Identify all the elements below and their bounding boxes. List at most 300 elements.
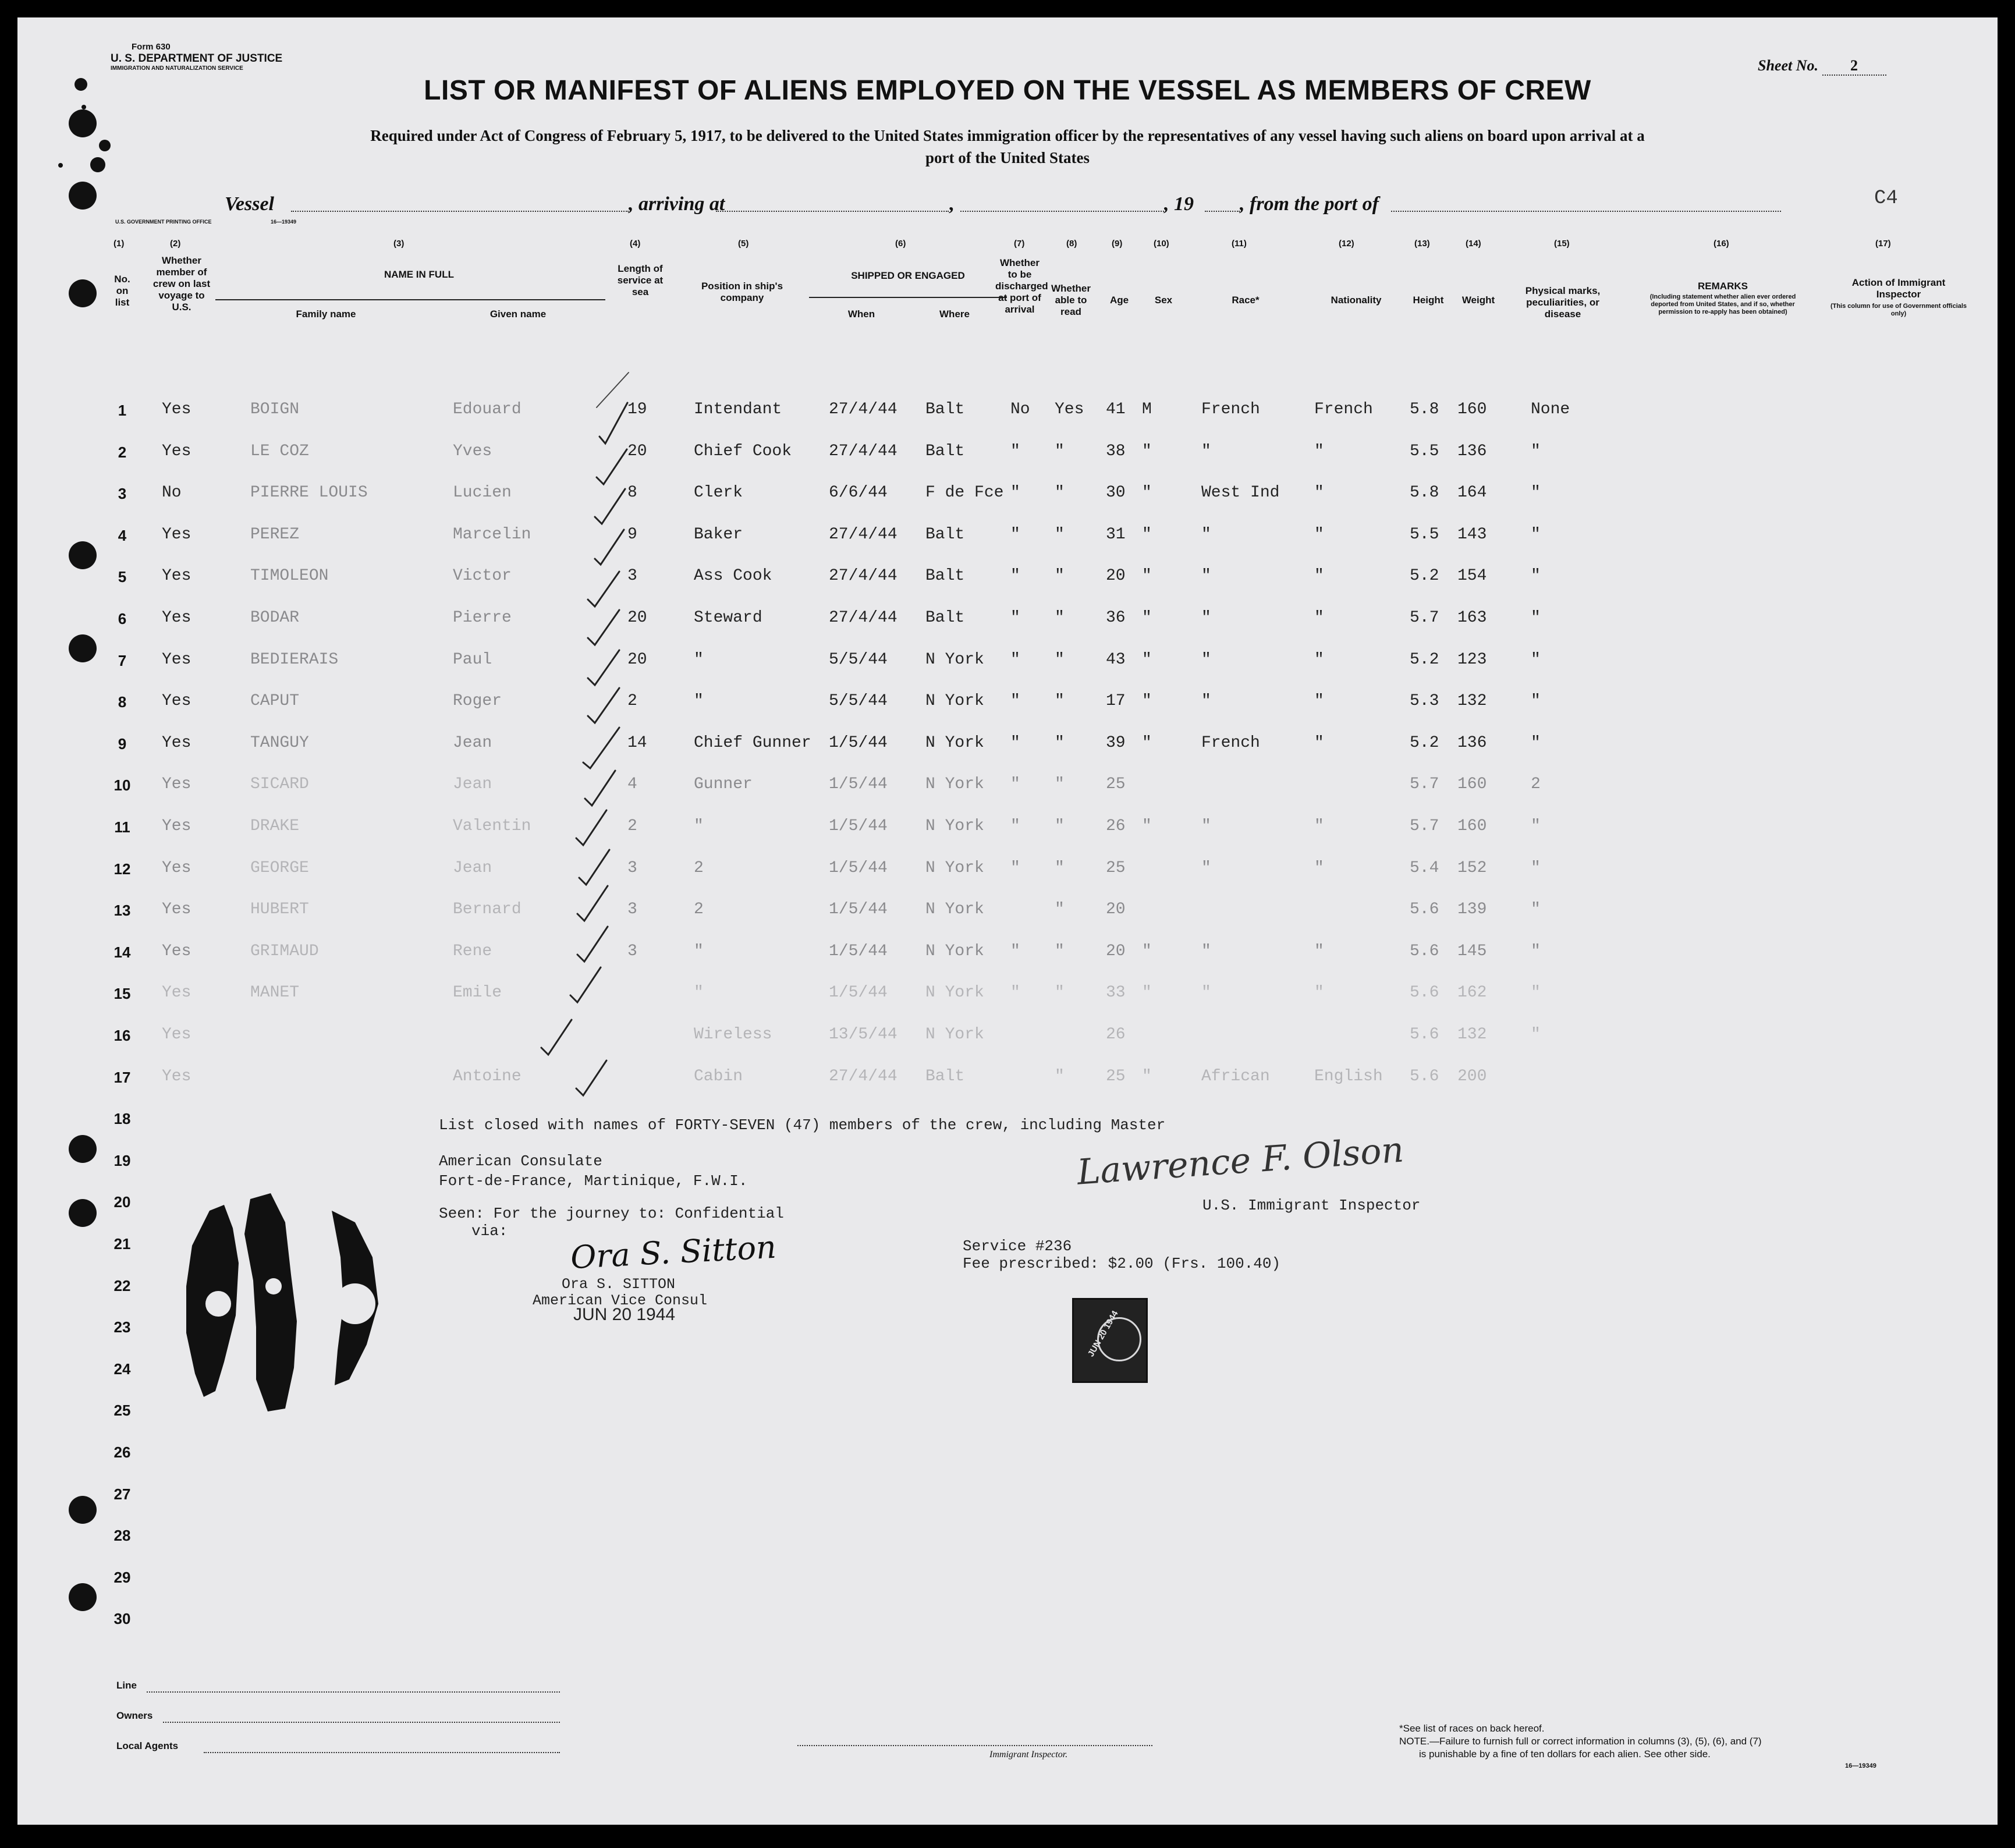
service-length-cell: 20 [627, 442, 647, 460]
race-cell: " [1201, 692, 1211, 710]
race-cell: " [1201, 526, 1211, 544]
year-label: , 19 [1164, 193, 1194, 215]
row-number: 16 [113, 1027, 131, 1044]
binder-hole [69, 182, 97, 210]
form-title: LIST OR MANIFEST OF ALIENS EMPLOYED ON THE VESSEL AS MEMBERS OF CREW [424, 75, 1591, 106]
age-cell: 25 [1106, 1067, 1126, 1086]
shipped-where-cell: F de Fce [925, 484, 1004, 502]
nationality-cell: " [1314, 734, 1324, 752]
physical-marks-cell: " [1531, 609, 1541, 627]
row-number: 18 [113, 1110, 131, 1127]
shipped-where-cell: Balt [925, 526, 965, 544]
able-to-read-cell: " [1055, 609, 1065, 627]
family-name-cell: CAPUT [250, 692, 300, 710]
able-to-read-cell: " [1055, 900, 1065, 918]
crew-last-voyage-cell: Yes [162, 651, 191, 669]
row-number: 5 [118, 568, 127, 586]
family-name-cell: DRAKE [250, 817, 300, 835]
col-num-14: (14) [1466, 239, 1481, 249]
port-label: , from the port of [1240, 193, 1379, 215]
check-marks [530, 361, 704, 1118]
crew-last-voyage-cell: Yes [162, 775, 191, 793]
footer-line-field [147, 1691, 560, 1693]
family-name-cell: PEREZ [250, 526, 300, 544]
given-name-cell: Jean [453, 775, 492, 793]
nationality-cell: " [1314, 692, 1324, 710]
col-header-where: Where [939, 308, 970, 320]
race-cell: " [1201, 567, 1211, 585]
crew-last-voyage-cell: Yes [162, 567, 191, 585]
print-code: 16—19349 [271, 219, 297, 225]
row-number: 28 [113, 1527, 131, 1544]
discharged-cell: " [1010, 609, 1020, 627]
shipped-when-cell: 27/4/44 [829, 526, 897, 544]
footer-code: 16—19349 [1845, 1762, 1876, 1769]
row-number: 6 [118, 610, 127, 627]
col-num-9: (9) [1112, 239, 1123, 249]
age-cell: 26 [1106, 1026, 1126, 1044]
row-number: 25 [113, 1402, 131, 1419]
physical-marks-cell: " [1531, 526, 1541, 544]
position-cell: Cabin [694, 1067, 743, 1086]
race-cell: " [1201, 651, 1211, 669]
discharged-cell: " [1010, 775, 1020, 793]
nationality-cell: " [1314, 609, 1324, 627]
position-cell: Ass Cook [694, 567, 772, 585]
fee-prescribed: Fee prescribed: $2.00 (Frs. 100.40) [963, 1255, 1281, 1272]
family-name-cell: BOIGN [250, 400, 300, 418]
age-cell: 17 [1106, 692, 1126, 710]
sheet-number [1758, 57, 1886, 76]
age-cell: 38 [1106, 442, 1126, 460]
discharged-cell: " [1010, 734, 1020, 752]
sex-cell: " [1142, 942, 1152, 960]
crew-last-voyage-cell: Yes [162, 942, 191, 960]
weight-cell: 136 [1457, 734, 1487, 752]
binder-hole [69, 1496, 97, 1524]
crew-last-voyage-cell: Yes [162, 692, 191, 710]
sex-cell: " [1142, 526, 1152, 544]
fee-stamp-image [1072, 1298, 1148, 1383]
age-cell: 20 [1106, 900, 1126, 918]
family-name-cell: GRIMAUD [250, 942, 319, 960]
height-cell: 5.4 [1410, 859, 1439, 877]
sex-cell: " [1142, 442, 1152, 460]
able-to-read-cell: " [1055, 526, 1065, 544]
col-header-length: Length of service at sea [617, 263, 664, 297]
col-header-remarks: REMARKS [1698, 281, 1748, 292]
footer-agents-field [204, 1752, 560, 1753]
stamp-date: JUN 20 1944 [1085, 1308, 1120, 1359]
year-field [1205, 211, 1240, 212]
position-cell: " [694, 651, 704, 669]
able-to-read-cell: " [1055, 859, 1065, 877]
col-header-family: Family name [296, 308, 356, 320]
col-header-position: Position in ship's company [701, 281, 783, 303]
given-name-cell: Valentin [453, 817, 531, 835]
able-to-read-cell: " [1055, 942, 1065, 960]
crew-last-voyage-cell: Yes [162, 1067, 191, 1086]
sex-cell: " [1142, 734, 1152, 752]
discharged-cell: " [1010, 567, 1020, 585]
weight-cell: 163 [1457, 609, 1487, 627]
shipped-when-cell: 1/5/44 [829, 859, 888, 877]
consular-seal-image [169, 1187, 425, 1420]
binder-hole [69, 1135, 97, 1163]
weight-cell: 143 [1457, 526, 1487, 544]
service-length-cell: 20 [627, 651, 647, 669]
sheet-value: 2 [1822, 57, 1886, 76]
service-length-cell: 3 [627, 942, 637, 960]
position-cell: Wireless [694, 1026, 772, 1044]
height-cell: 5.7 [1410, 817, 1439, 835]
form-number: Form 630 [132, 42, 171, 52]
col-num-6: (6) [895, 239, 906, 249]
weight-cell: 160 [1457, 775, 1487, 793]
family-name-cell: MANET [250, 984, 300, 1002]
age-cell: 41 [1106, 400, 1126, 418]
position-cell: 2 [694, 900, 704, 918]
physical-marks-cell: " [1531, 859, 1541, 877]
sheet-label: Sheet No. [1758, 57, 1818, 74]
service-length-cell: 8 [627, 484, 637, 502]
seen-line: Seen: For the journey to: Confidential [439, 1205, 784, 1222]
service-number: Service #236 [963, 1237, 1072, 1255]
height-cell: 5.2 [1410, 651, 1439, 669]
form-subtitle-2: port of the United States [925, 149, 1090, 166]
row-number: 8 [118, 693, 127, 711]
nationality-cell: " [1314, 526, 1324, 544]
weight-cell: 160 [1457, 817, 1487, 835]
given-name-cell: Edouard [453, 400, 522, 418]
given-name-cell: Emile [453, 984, 502, 1002]
race-cell: " [1201, 942, 1211, 960]
crew-last-voyage-cell: Yes [162, 526, 191, 544]
race-cell: " [1201, 984, 1211, 1002]
nationality-cell: " [1314, 942, 1324, 960]
shipped-where-cell: Balt [925, 567, 965, 585]
shipped-when-cell: 1/5/44 [829, 900, 888, 918]
family-name-cell: BODAR [250, 609, 300, 627]
row-number: 7 [118, 652, 127, 669]
row-number: 19 [113, 1152, 131, 1169]
row-number: 11 [114, 818, 130, 836]
shipped-where-cell: Balt [925, 442, 965, 460]
family-name-cell: BEDIERAIS [250, 651, 339, 669]
col-num-11: (11) [1232, 239, 1247, 249]
height-cell: 5.6 [1410, 1026, 1439, 1044]
physical-marks-cell: " [1531, 817, 1541, 835]
arriving-field [716, 211, 949, 212]
nationality-cell: English [1314, 1067, 1383, 1086]
service-length-cell: 14 [627, 734, 647, 752]
age-cell: 39 [1106, 734, 1126, 752]
row-number: 26 [113, 1443, 131, 1461]
binder-hole [69, 1199, 97, 1227]
shipped-where-cell: Balt [925, 400, 965, 418]
weight-cell: 136 [1457, 442, 1487, 460]
position-cell: " [694, 984, 704, 1002]
col-header-age: Age [1109, 295, 1129, 306]
position-cell: Chief Cook [694, 442, 792, 460]
family-name-cell: GEORGE [250, 859, 309, 877]
service-length-cell: 19 [627, 400, 647, 418]
col-num-2: (2) [170, 239, 181, 249]
shipped-when-cell: 27/4/44 [829, 609, 897, 627]
shipped-where-cell: N York [925, 651, 984, 669]
shipped-where-cell: N York [925, 1026, 984, 1044]
height-cell: 5.2 [1410, 734, 1439, 752]
given-name-cell: Marcelin [453, 526, 531, 544]
row-number: 20 [113, 1193, 131, 1211]
col-header-read: Whether able to read [1051, 283, 1091, 317]
sex-cell: " [1142, 484, 1152, 502]
col-num-12: (12) [1339, 239, 1354, 249]
service-length-cell: 2 [627, 817, 637, 835]
weight-cell: 164 [1457, 484, 1487, 502]
row-number: 12 [113, 860, 131, 878]
nationality-cell: French [1314, 400, 1373, 418]
weight-cell: 123 [1457, 651, 1487, 669]
shipped-where-cell: N York [925, 692, 984, 710]
able-to-read-cell: " [1055, 692, 1065, 710]
col-header-name: NAME IN FULL [384, 269, 454, 280]
crew-last-voyage-cell: Yes [162, 900, 191, 918]
col-num-7: (7) [1014, 239, 1025, 249]
footer-note-1: *See list of races on back hereof. [1399, 1723, 1545, 1734]
given-name-cell: Jean [453, 734, 492, 752]
shipped-when-cell: 27/4/44 [829, 567, 897, 585]
arriving-label: , arriving at [629, 193, 725, 215]
col-num-17: (17) [1875, 239, 1891, 249]
age-cell: 20 [1106, 567, 1126, 585]
inspector-title: U.S. Immigrant Inspector [1202, 1197, 1421, 1214]
consulate-line-1: American Consulate [439, 1152, 602, 1170]
row-number: 21 [113, 1235, 131, 1253]
col-num-10: (10) [1154, 239, 1169, 249]
nationality-cell: " [1314, 984, 1324, 1002]
weight-cell: 160 [1457, 400, 1487, 418]
position-cell: Gunner [694, 775, 753, 793]
remarks-note: (Including statement whether alien ever ordered deported from United States, and if so, whether permission to re-apply has been obtained) [1649, 293, 1796, 315]
age-cell: 31 [1106, 526, 1126, 544]
shipped-when-cell: 5/5/44 [829, 692, 888, 710]
col-header-height: Height [1413, 295, 1444, 306]
race-cell: French [1201, 400, 1260, 418]
shipped-when-cell: 27/4/44 [829, 442, 897, 460]
sex-cell: " [1142, 1067, 1152, 1086]
col-num-15: (15) [1554, 239, 1570, 249]
given-name-cell: Rene [453, 942, 492, 960]
height-cell: 5.5 [1410, 442, 1439, 460]
race-cell: " [1201, 859, 1211, 877]
age-cell: 36 [1106, 609, 1126, 627]
able-to-read-cell: " [1055, 984, 1065, 1002]
footer-owners-label: Owners [116, 1710, 153, 1721]
physical-marks-cell: None [1531, 400, 1570, 418]
shipped-when-cell: 1/5/44 [829, 734, 888, 752]
age-cell: 33 [1106, 984, 1126, 1002]
sex-cell: " [1142, 984, 1152, 1002]
able-to-read-cell: " [1055, 1067, 1065, 1086]
shipped-where-cell: Balt [925, 609, 965, 627]
family-name-cell: SICARD [250, 775, 309, 793]
sex-cell: " [1142, 651, 1152, 669]
row-number: 30 [113, 1610, 131, 1627]
discharged-cell: " [1010, 442, 1020, 460]
vessel-label: Vessel [225, 193, 274, 215]
footer-line-label: Line [116, 1680, 137, 1691]
consul-name: Ora S. SITTON [562, 1276, 676, 1293]
shipped-where-cell: Balt [925, 1067, 965, 1086]
weight-cell: 200 [1457, 1067, 1487, 1086]
physical-marks-cell: " [1531, 1026, 1541, 1044]
physical-marks-cell: " [1531, 567, 1541, 585]
service-length-cell: 3 [627, 859, 637, 877]
height-cell: 5.8 [1410, 484, 1439, 502]
shipped-when-cell: 27/4/44 [829, 1067, 897, 1086]
family-name-cell: TANGUY [250, 734, 309, 752]
discharged-cell: No [1010, 400, 1030, 418]
nationality-cell: " [1314, 442, 1324, 460]
weight-cell: 154 [1457, 567, 1487, 585]
position-cell: Chief Gunner [694, 734, 811, 752]
weight-cell: 139 [1457, 900, 1487, 918]
shipped-when-cell: 13/5/44 [829, 1026, 897, 1044]
sex-cell: " [1142, 567, 1152, 585]
col-num-1: (1) [113, 239, 125, 249]
inspector-signature: Lawrence F. Olson [1076, 1129, 1406, 1193]
shipped-where-cell: N York [925, 817, 984, 835]
row-number: 9 [118, 735, 127, 753]
row-number: 1 [118, 402, 127, 419]
nationality-cell: " [1314, 567, 1324, 585]
list-closed-statement: List closed with names of FORTY-SEVEN (47) members of the crew, including Master [439, 1116, 1166, 1134]
position-cell: Baker [694, 526, 743, 544]
position-cell: Intendant [694, 400, 782, 418]
shipped-when-cell: 1/5/44 [829, 942, 888, 960]
physical-marks-cell: " [1531, 651, 1541, 669]
row-number: 23 [113, 1318, 131, 1336]
shipped-when-cell: 1/5/44 [829, 817, 888, 835]
discharged-cell: " [1010, 984, 1020, 1002]
crew-last-voyage-cell: Yes [162, 609, 191, 627]
col-header-given: Given name [489, 308, 547, 320]
height-cell: 5.8 [1410, 400, 1439, 418]
race-cell: French [1201, 734, 1260, 752]
footer-inspector-label: Immigrant Inspector. [989, 1750, 1068, 1760]
race-cell: African [1201, 1067, 1270, 1086]
crew-last-voyage-cell: Yes [162, 817, 191, 835]
corner-mark: C4 [1874, 187, 1898, 210]
date-field [960, 211, 1164, 212]
binder-hole [69, 279, 97, 307]
physical-marks-cell: " [1531, 984, 1541, 1002]
shipped-where-cell: N York [925, 859, 984, 877]
binder-hole [69, 1583, 97, 1611]
col-num-16: (16) [1714, 239, 1729, 249]
physical-marks-cell: " [1531, 692, 1541, 710]
service-length-cell: 4 [627, 775, 637, 793]
age-cell: 25 [1106, 859, 1126, 877]
able-to-read-cell: " [1055, 567, 1065, 585]
discharged-cell: " [1010, 859, 1020, 877]
shipped-when-cell: 5/5/44 [829, 651, 888, 669]
row-number: 29 [113, 1569, 131, 1586]
shipped-when-cell: 27/4/44 [829, 400, 897, 418]
physical-marks-cell: " [1531, 442, 1541, 460]
age-cell: 30 [1106, 484, 1126, 502]
crew-last-voyage-cell: Yes [162, 1026, 191, 1044]
height-cell: 5.6 [1410, 1067, 1439, 1086]
crew-last-voyage-cell: Yes [162, 859, 191, 877]
name-rule [215, 299, 605, 300]
family-name-cell: TIMOLEON [250, 567, 329, 585]
weight-cell: 162 [1457, 984, 1487, 1002]
age-cell: 25 [1106, 775, 1126, 793]
discharged-cell: " [1010, 942, 1020, 960]
height-cell: 5.7 [1410, 775, 1439, 793]
port-field [1391, 211, 1781, 212]
row-number: 4 [118, 527, 127, 544]
able-to-read-cell: " [1055, 734, 1065, 752]
department-name: U. S. DEPARTMENT OF JUSTICE [111, 52, 283, 65]
service-length-cell: 20 [627, 609, 647, 627]
age-cell: 20 [1106, 942, 1126, 960]
row-number: 3 [118, 485, 127, 502]
sex-cell: " [1142, 692, 1152, 710]
family-name-cell: HUBERT [250, 900, 309, 918]
manifest-page [17, 17, 1998, 1825]
age-cell: 43 [1106, 651, 1126, 669]
sex-cell: " [1142, 817, 1152, 835]
height-cell: 5.3 [1410, 692, 1439, 710]
position-cell: 2 [694, 859, 704, 877]
consul-signature: Ora S. Sitton [569, 1228, 778, 1276]
given-name-cell: Victor [453, 567, 512, 585]
physical-marks-cell: 2 [1531, 775, 1541, 793]
col-num-13: (13) [1414, 239, 1430, 249]
consul-date: JUN 20 1944 [573, 1305, 676, 1324]
discharged-cell: " [1010, 526, 1020, 544]
service-length-cell: 9 [627, 526, 637, 544]
race-cell: " [1201, 609, 1211, 627]
discharged-cell: " [1010, 692, 1020, 710]
crew-last-voyage-cell: Yes [162, 734, 191, 752]
col-num-3: (3) [393, 239, 405, 249]
footer-note-2: NOTE.—Failure to furnish full or correct information in columns (3), (5), (6), and (7) [1399, 1736, 1762, 1747]
footer-note-3: is punishable by a fine of ten dollars for each alien. See other side. [1419, 1748, 1711, 1760]
physical-marks-cell: " [1531, 942, 1541, 960]
col-header-sex: Sex [1154, 295, 1173, 306]
sex-cell: M [1142, 400, 1152, 418]
height-cell: 5.6 [1410, 984, 1439, 1002]
given-name-cell: Yves [453, 442, 492, 460]
nationality-cell: " [1314, 859, 1324, 877]
age-cell: 26 [1106, 817, 1126, 835]
footer-inspector-field [797, 1745, 1152, 1746]
crew-last-voyage-cell: No [162, 484, 182, 502]
service-name: IMMIGRATION AND NATURALIZATION SERVICE [111, 65, 243, 72]
col-num-4: (4) [630, 239, 641, 249]
race-cell: " [1201, 817, 1211, 835]
physical-marks-cell: " [1531, 484, 1541, 502]
discharged-cell: " [1010, 651, 1020, 669]
height-cell: 5.2 [1410, 567, 1439, 585]
col-header-crew: Whether member of crew on last voyage to U.S. [152, 255, 211, 313]
row-number: 13 [113, 902, 131, 919]
row-number: 14 [113, 943, 131, 961]
